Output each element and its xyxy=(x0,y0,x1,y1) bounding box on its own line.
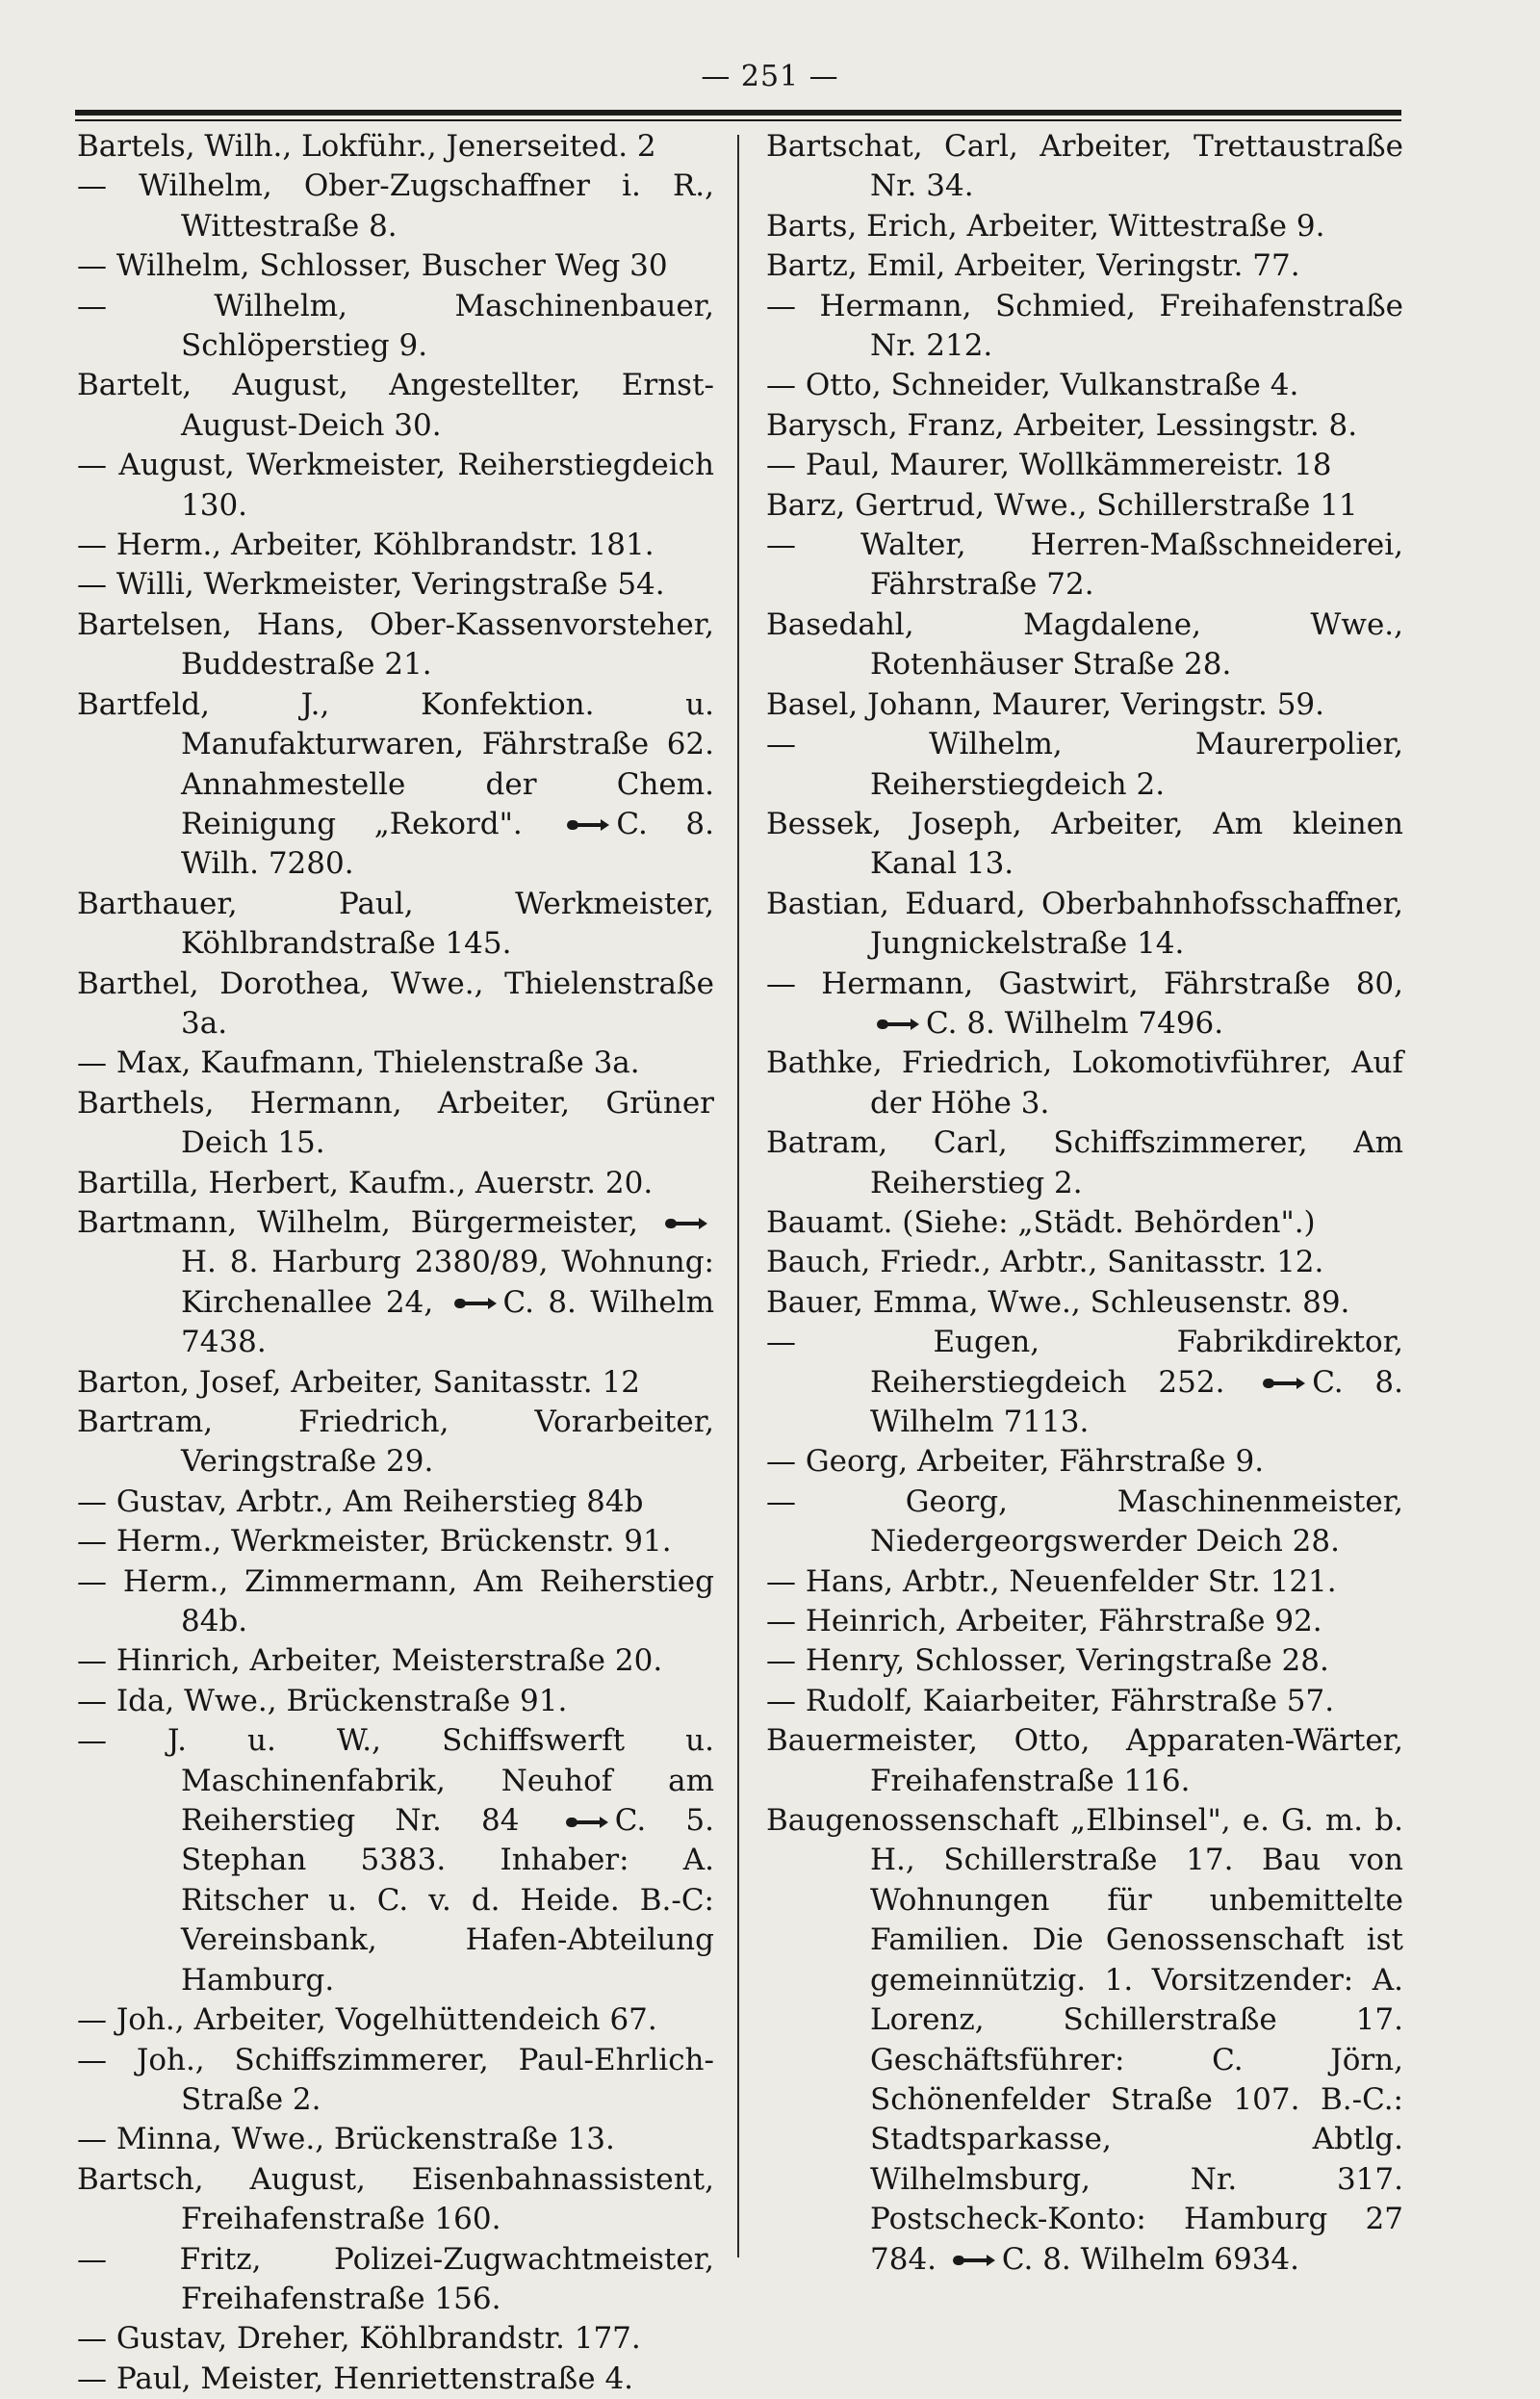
entry-text: — Joh., Arbeiter, Vogelhüttendeich 67. xyxy=(77,2002,657,2038)
directory-entry xyxy=(77,446,714,526)
directory-entry xyxy=(77,1044,714,1083)
directory-entry xyxy=(77,2120,714,2159)
directory-entry xyxy=(766,1283,1403,1323)
directory-entry xyxy=(77,1084,714,1164)
directory-entry xyxy=(766,1044,1403,1123)
telephone-icon xyxy=(565,1816,609,1829)
directory-entry xyxy=(77,1483,714,1522)
entry-text: Bauamt. (Siehe: „Städt. Behörden".) xyxy=(766,1204,1316,1240)
directory-entry xyxy=(77,526,714,565)
entry-text: — Wilhelm, Maurerpolier, Reiherstiegdeich 2. xyxy=(766,727,1403,802)
entry-text: Bartfeld, J., Konfektion. u. Manufakturwaren, Fährstraße 62. Annahmestelle der Chem. Reinigung „Rekord". xyxy=(77,686,714,841)
entry-phone: C. 8. Wilhelm 6934. xyxy=(1001,2241,1300,2277)
entry-text: — Gustav, Dreher, Köhlbrandstr. 177. xyxy=(77,2321,641,2357)
entry-text: Barton, Josef, Arbeiter, Sanitasstr. 12 xyxy=(77,1364,640,1400)
telephone-icon xyxy=(566,818,610,832)
entry-phone: C. 8. Wilh. 7280. xyxy=(181,806,714,882)
directory-entry xyxy=(766,725,1403,805)
entry-text: Barysch, Franz, Arbeiter, Lessingstr. 8. xyxy=(766,407,1358,443)
entry-text: — Rudolf, Kaiarbeiter, Fährstraße 57. xyxy=(766,1683,1335,1718)
entry-text: Bartmann, Wilhelm, Bürgermeister, xyxy=(77,1204,639,1240)
entry-text: Bastian, Eduard, Oberbahnhofsschaffner, Jungnickelstraße 14. xyxy=(766,886,1403,962)
directory-entry xyxy=(766,1203,1403,1243)
directory-entry xyxy=(766,446,1403,485)
entry-text: Bauer, Emma, Wwe., Schleusenstr. 89. xyxy=(766,1284,1350,1320)
entry-text: Barthel, Dorothea, Wwe., Thielenstraße 3a. xyxy=(77,966,714,1041)
directory-entry xyxy=(77,1562,714,1642)
entry-text: — Georg, Arbeiter, Fährstraße 9. xyxy=(766,1444,1265,1480)
entry-text: — Joh., Schiffszimmerer, Paul-Ehrlich-Straße 2. xyxy=(77,2042,714,2117)
entry-text: — Paul, Maurer, Wollkämmereistr. 18 xyxy=(766,448,1332,483)
entry-text: — Fritz, Polizei-Zugwachtmeister, Freihafenstraße 156. xyxy=(77,2241,714,2316)
entry-text: — J. u. W., Schiffswerft u. Maschinenfabrik, Neuhof am Reiherstieg Nr. 84 xyxy=(77,1723,714,1839)
column-divider xyxy=(737,135,739,2257)
telephone-icon xyxy=(876,1018,920,1031)
entry-text: — Willi, Werkmeister, Veringstraße 54. xyxy=(77,567,665,603)
directory-entry xyxy=(77,287,714,367)
directory-entry xyxy=(766,287,1403,367)
directory-entry xyxy=(766,1562,1403,1602)
directory-entry xyxy=(766,1483,1403,1562)
entry-text: Bartsch, August, Eisenbahnassistent, Freihafenstraße 160. xyxy=(77,2161,714,2237)
entry-text: — August, Werkmeister, Reiherstiegdeich 130. xyxy=(77,448,714,523)
entry-phone: C. 5. Stephan 5383. xyxy=(181,1803,715,1878)
entry-text: Barthels, Hermann, Arbeiter, Grüner Deich 15. xyxy=(77,1085,714,1161)
directory-entry xyxy=(77,1641,714,1681)
telephone-icon xyxy=(1262,1377,1306,1390)
entry-text: — Heinrich, Arbeiter, Fährstraße 92. xyxy=(766,1604,1322,1639)
entry-text: Bartram, Friedrich, Vorarbeiter, Veringstraße 29. xyxy=(77,1405,714,1480)
entry-text: Bauermeister, Otto, Apparaten-Wärter, Freihafenstraße 116. xyxy=(766,1723,1403,1798)
entry-phone: C. 8. Wilhelm 7496. xyxy=(926,1005,1224,1041)
entry-text: — Wilhelm, Schlosser, Buscher Weg 30 xyxy=(77,248,668,284)
telephone-icon xyxy=(664,1217,708,1230)
directory-entry xyxy=(766,1801,1403,2280)
telephone-icon xyxy=(952,2254,996,2267)
directory-entry xyxy=(77,2000,714,2040)
directory-entry xyxy=(77,1721,714,2000)
directory-entry xyxy=(77,1363,714,1403)
entry-text: — Eugen, Fabrikdirektor, Reiherstiegdeich 252. xyxy=(766,1325,1403,1400)
directory-entry xyxy=(766,406,1403,446)
header-rule-thin xyxy=(75,119,1401,121)
right-column xyxy=(766,127,1403,2280)
directory-entry xyxy=(766,1682,1403,1721)
directory-entry xyxy=(77,1522,714,1561)
entry-text: Bartz, Emil, Arbeiter, Veringstr. 77. xyxy=(766,248,1300,284)
entry-text: — Hans, Arbtr., Neuenfelder Str. 121. xyxy=(766,1563,1337,1599)
telephone-icon xyxy=(453,1297,498,1310)
entry-text: — Herm., Zimmermann, Am Reiherstieg 84b. xyxy=(77,1563,714,1639)
directory-entry xyxy=(77,1203,714,1363)
directory-entry xyxy=(77,885,714,965)
directory-entry xyxy=(766,1123,1403,1203)
entry-text: — Georg, Maschinenmeister, Niedergeorgswerder Deich 28. xyxy=(766,1483,1403,1560)
directory-entry xyxy=(766,965,1403,1045)
entry-text: — Hinrich, Arbeiter, Meisterstraße 20. xyxy=(77,1643,663,1679)
directory-entry xyxy=(77,2240,714,2320)
directory-entry xyxy=(77,606,714,685)
directory-entry xyxy=(77,366,714,446)
directory-entry xyxy=(766,1323,1403,1442)
entry-phone: C. 8. Wilhelm 7438. xyxy=(181,1284,714,1360)
directory-entry xyxy=(766,805,1403,885)
entry-text: Bauch, Friedr., Arbtr., Sanitasstr. 12. xyxy=(766,1245,1324,1280)
entry-phone: H. 8. Harburg 2380/89, xyxy=(181,1245,549,1280)
directory-entry xyxy=(766,486,1403,526)
entry-text: — Walter, Herren-Maßschneiderei, Fährstraße 72. xyxy=(766,528,1403,603)
entry-text: — Minna, Wwe., Brückenstraße 13. xyxy=(77,2122,615,2157)
directory-entry xyxy=(77,167,714,246)
entry-text: Basel, Johann, Maurer, Veringstr. 59. xyxy=(766,686,1325,722)
entry-text: Bartelt, August, Angestellter, Ernst-August-Deich 30. xyxy=(77,368,714,443)
header-rule-thick xyxy=(75,110,1401,116)
entry-text: Barz, Gertrud, Wwe., Schillerstraße 11 xyxy=(766,487,1358,523)
entry-text: — Wilhelm, Maschinenbauer, Schlöperstieg 9. xyxy=(77,288,714,364)
entry-text: Bathke, Friedrich, Lokomotivführer, Auf der Höhe 3. xyxy=(766,1045,1403,1121)
entry-text: — Gustav, Arbtr., Am Reiherstieg 84b xyxy=(77,1483,644,1519)
entry-text: — Ida, Wwe., Brückenstraße 91. xyxy=(77,1683,568,1718)
entry-text: — Herm., Arbeiter, Köhlbrandstr. 181. xyxy=(77,528,654,563)
page-number: — 251 — xyxy=(701,60,839,93)
entry-text: Batram, Carl, Schiffszimmerer, Am Reiherstieg 2. xyxy=(766,1125,1403,1200)
entry-text: Bartelsen, Hans, Ober-Kassenvorsteher, Buddestraße 21. xyxy=(77,606,714,683)
entry-text: — Otto, Schneider, Vulkanstraße 4. xyxy=(766,368,1299,403)
directory-entry xyxy=(766,1721,1403,1801)
entry-text: Bessek, Joseph, Arbeiter, Am kleinen Kanal 13. xyxy=(766,806,1403,882)
directory-entry xyxy=(766,1243,1403,1282)
entry-phone: C. 8. Wilhelm 7113. xyxy=(870,1364,1403,1439)
entry-text: Barthauer, Paul, Werkmeister, Köhlbrandstraße 145. xyxy=(77,886,714,962)
directory-entry xyxy=(77,965,714,1045)
directory-entry xyxy=(77,1682,714,1721)
directory-entry xyxy=(766,606,1403,685)
entry-text: — Herm., Werkmeister, Brückenstr. 91. xyxy=(77,1524,672,1560)
directory-entry xyxy=(77,2160,714,2240)
directory-entry xyxy=(77,565,714,605)
left-column xyxy=(77,127,714,2399)
directory-entry xyxy=(77,246,714,286)
entry-text: Baugenossenschaft „Elbinsel", e. G. m. b. H., Schillerstraße 17. Bau von Wohnungen für unbemittelte Familien. Die Genossenschaft ist gemeinnützig. 1. Vorsitzender: A. Lorenz, Schillerstraße 17. Geschäftsführer: C. Jörn, Schönenfelder Straße 107. B.-C.: Stadtsparkasse, Abtlg. Wilhelmsburg, Nr. 317. Postscheck-Konto: Hamburg 27 784. xyxy=(766,1803,1403,2277)
directory-entry xyxy=(77,1164,714,1203)
entry-text: — Hermann, Gastwirt, Fährstraße 80, xyxy=(766,966,1403,1001)
directory-entry xyxy=(77,127,714,167)
directory-entry xyxy=(766,1442,1403,1482)
directory-entry xyxy=(766,246,1403,286)
directory-entry xyxy=(77,2360,714,2399)
directory-entry xyxy=(766,127,1403,207)
entry-text-continued: Wohnung: Kirchenallee 24, xyxy=(181,1245,714,1320)
entry-text: — Paul, Meister, Henriettenstraße 4. xyxy=(77,2360,634,2396)
directory-entry xyxy=(766,526,1403,606)
directory-entry xyxy=(77,1403,714,1483)
directory-entry xyxy=(766,1641,1403,1681)
entry-text: — Hermann, Schmied, Freihafenstraße Nr. 212. xyxy=(766,288,1403,364)
entry-text: Basedahl, Magdalene, Wwe., Rotenhäuser Straße 28. xyxy=(766,606,1403,683)
entry-text: — Max, Kaufmann, Thielenstraße 3a. xyxy=(77,1045,640,1081)
entry-text-continued: Inhaber: A. Ritscher u. C. v. d. Heide. B.-C: Vereinsbank, Hafen-Abteilung Hamburg. xyxy=(181,1843,714,1998)
entry-text: — Wilhelm, Ober-Zugschaffner i. R., Wittestraße 8. xyxy=(77,168,714,244)
directory-entry xyxy=(77,2041,714,2121)
directory-entry xyxy=(766,685,1403,725)
entry-text: Bartels, Wilh., Lokführ., Jenerseited. 2 xyxy=(77,129,656,164)
directory-entry xyxy=(766,366,1403,405)
directory-entry xyxy=(766,885,1403,965)
entry-text: Bartilla, Herbert, Kaufm., Auerstr. 20. xyxy=(77,1165,654,1200)
directory-entry xyxy=(77,2319,714,2359)
entry-text: Barts, Erich, Arbeiter, Wittestraße 9. xyxy=(766,208,1325,244)
directory-entry xyxy=(766,1602,1403,1641)
entry-text: — Henry, Schlosser, Veringstraße 28. xyxy=(766,1643,1329,1679)
entry-text: Bartschat, Carl, Arbeiter, Trettaustraße Nr. 34. xyxy=(766,129,1403,204)
directory-entry xyxy=(77,685,714,885)
directory-entry xyxy=(766,207,1403,246)
